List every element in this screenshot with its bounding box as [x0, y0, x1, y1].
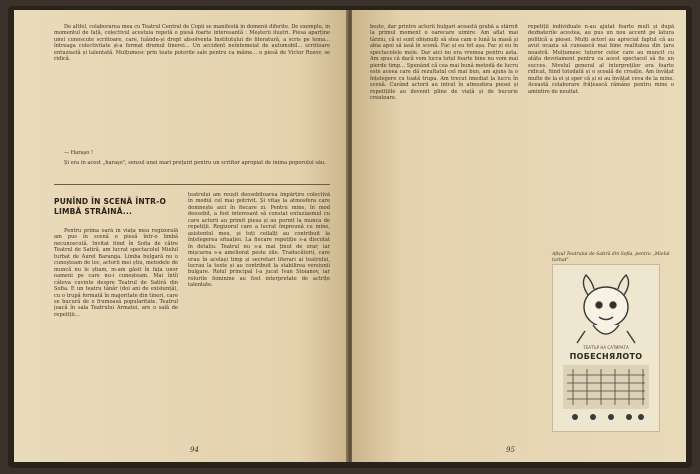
left-page [14, 10, 348, 462]
poster-subtitle: ТЕАТЪР НА САТИРАТА [583, 345, 629, 350]
section-heading: PUNÎND ÎN SCENĂ ÎNTR-O LIMBĂ STRĂINĂ... [54, 197, 167, 216]
poster-caption: Afișul Teatrului de Satiră din Sofia, pentru „Mielul turbat" [552, 252, 670, 263]
poster-title: ПОБЕСНЯЛОТО [569, 352, 643, 361]
book-spread [8, 6, 692, 468]
left-column-text: bește, dar printre actorii bulgari această grabă a stârnit la primul moment o oarecare uimire. Am aflat mai târziu, că ei sunt obișnuiți să stea cam o lună la masă și abia apoi să iasă în scenă. Fac și eu tot așa. Fac și eu în spectacolele mele. Dar aici nu era vremea pentru asta. Am spus că dacă vom lucra totul foarte bine nu vom mai pierde timp... Spunând că cea mai bună metodă de lucru este aceea care dă rezultatul cel mai bun, am ajuns la o înțelegere cu toată trupa. Am trecut imediat la lucru în scenă. Curând actorii au intrat în atmosfera piesei și repetițiile au devenit pline de viață și de bucurie creatoare. [370, 24, 518, 101]
poster-image [552, 264, 660, 432]
dialogue-line: — Harașo ! [64, 150, 94, 156]
closing-paragraph: Și era în acest „harașo", sensul unei mari prețuiri pentru un scriitor apropiat de inima poporului său. [64, 160, 326, 166]
page-number: 95 [506, 446, 515, 454]
section-divider [54, 184, 330, 185]
right-page [352, 10, 686, 462]
left-column-text: Pentru prima oară în viața mea regizorală am pus în scenă o piesă într-o limbă necunoscută. Invitat fiind în Sofia de către Teatrul de Satiră, am lucrat spectacolul Mielul turbat de Aurel Baranga. Limba bulgară nu o cunoșteam de loc, actorii mei știu, metodele de muncă nu le știam, m-am găsit în fața unor oameni pe care nu-i cunoșteam. Mai întîi câteva cuvinte despre Teatrul de Satiră din Sofia. E un teatru tânăr (doi ani de existență), cu o trupă formată în majoritate din tineri, care se bucură de o frumoasă popularitate. Teatrul joacă în sala Teatrului Armatei, are o sală de repetiții... [54, 228, 178, 318]
intro-paragraph: De altfel, colaborarea mea cu Teatrul Central de Copii se manifestă în domenii diferite. De exemplu, în momentul de față, colectivul acestuia repetă o piesă foarte interesantă : Meșterii iluștri. Piesa aparține unei cunoscute scriitoare, care, luându-și drept absolventa Institutului de literatură, a scris pe tema... întreaga colectivitate și-a format drumul tinerei... Un accident neîntemeiat de automobil... scriitoare entuziastă și talentată. Mulțumesc prin toate puterile sale pentru ca mâine... o piesă de Victor Rozov, se ridică. [54, 24, 330, 63]
page-number: 94 [190, 446, 199, 454]
right-column-text: repetiții individuale n-au ajutat foarte mult și după dezbaterile acestea, au pus un nou accent pe latura politică a piesei. Mulți actori au apreciat faptul că au avut ocazia să cunoască mai bine realitatea din țara noastră. Mulțumesc tuturor celor care au muncit cu atâta devotament pentru ca acest spectacol să fie un succes. Nivelul general al interpreților era foarte ridicat, fiind totodată și o școală de creație. Am învățat multe de la ei și sper că și ei au învățat ceva de la mine. Această colaborare frățească rămâne pentru mine o amintire de neuitat. [528, 24, 674, 95]
right-column-text: teatrului am reușit deosebitoarea împărțire colectivă în modul cel mai potrivit. Și vitaș la atmosfera care domnește aici în fiecare zi. Pentru mine, în mod deosebit, a fost interesant să constat entuziasmul cu care actorii au primit piesa și au pornit la munca de repetiții. Regizorul care a lucrat împreună cu mine, asistentul meu, și toți ceilalți au contribuit la înțelegerea situației. La fiecare repetiție s-a discutat în detaliu. Teatrul nu s-a mai ținut de orar, iar mișcarea s-a ameliorat peste zile. Traducătorii, care erau în același timp și secretari literari ai teatrului, lucrau la texte și au contribuit la stabilirea versiunii bulgare. Rolul principal l-a jucat Ivan Stoianov, iar rolurile feminine au fost interpretate de actrițe talentate. [188, 192, 330, 289]
